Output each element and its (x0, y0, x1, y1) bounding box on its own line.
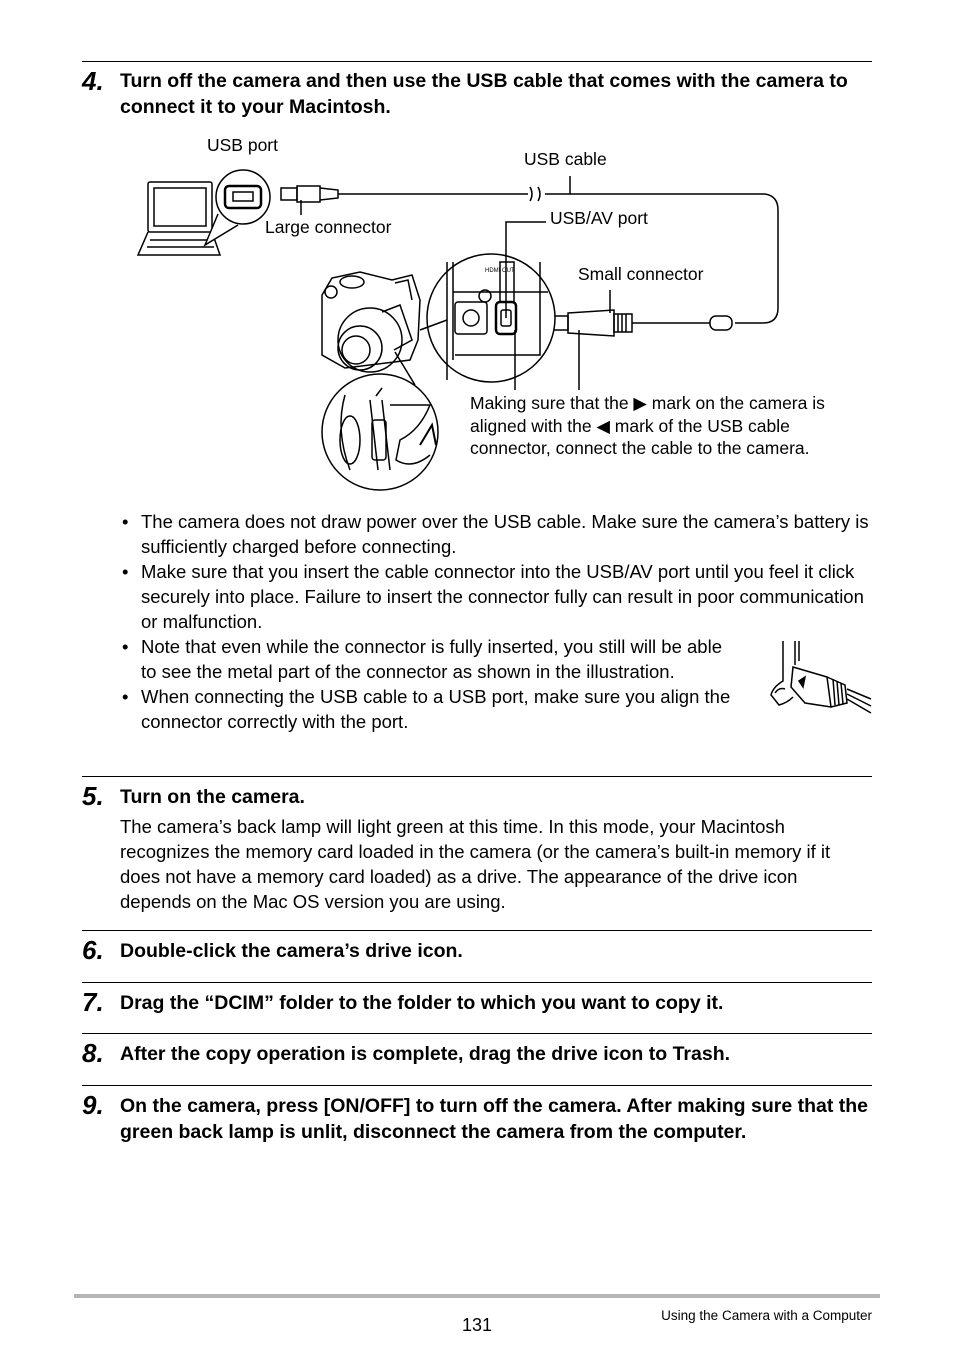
divider (82, 1033, 872, 1034)
divider (82, 930, 872, 931)
notes-list (120, 509, 872, 734)
step-7-number: 7. (82, 987, 104, 1017)
footer-section-title: Using the Camera with a Computer (661, 1308, 872, 1323)
step-8-title: After the copy operation is complete, drag the drive icon to Trash. (120, 1043, 731, 1065)
step-8-number: 8. (82, 1038, 104, 1068)
bullet-marker: • (122, 636, 129, 657)
step-6-title: Double-click the camera’s drive icon. (120, 940, 463, 962)
divider (82, 1085, 872, 1086)
step-5-title: Turn on the camera. (120, 786, 305, 808)
bullet-marker: • (122, 561, 129, 582)
list-item (120, 559, 872, 634)
step-6-number: 6. (82, 935, 104, 965)
usb-connector-icon (765, 637, 875, 722)
usb-cable-label: USB cable (524, 149, 607, 169)
step-5-number: 5. (82, 781, 104, 811)
bullet-text: The camera does not draw power over the USB cable. Make sure the camera’s battery is sufficiently charged before connecting. (141, 511, 869, 557)
step-4-title: Turn off the camera and then use the USB cable that comes with the camera to connect it to your Macintosh. (120, 70, 848, 118)
divider (82, 982, 872, 983)
large-connector-label: Large connector (265, 217, 392, 237)
connection-diagram (0, 0, 954, 500)
step-4-number: 4. (82, 66, 104, 96)
alignment-note: Making sure that the ▶ mark on the camera is aligned with the ◀ mark of the USB cable connector, connect the cable to the camera. (470, 393, 825, 458)
bullet-text: Note that even while the connector is fully inserted, you still will be able to see the metal part of the connector as shown in the illustration. (141, 636, 722, 682)
list-item (120, 684, 731, 734)
usb-port-label: USB port (207, 135, 278, 155)
small-connector-label: Small connector (578, 264, 704, 284)
usb-av-port-label: USB/AV port (550, 208, 648, 228)
step-9-title: On the camera, press [ON/OFF] to turn off the camera. After making sure that the green back lamp is unlit, disconnect the camera from the computer. (120, 1095, 868, 1143)
camera-icon (322, 272, 420, 372)
step-9-number: 9. (82, 1090, 104, 1120)
hdmi-text: HDMI OUT (485, 268, 515, 274)
bullet-text: Make sure that you insert the cable connector into the USB/AV port until you feel it click securely into place. Failure to insert the connector fully can result in poor communication or malfunction. (141, 561, 864, 632)
bullet-marker: • (122, 511, 129, 532)
list-item (120, 634, 731, 684)
bullet-marker: • (122, 686, 129, 707)
footer-rule (74, 1294, 880, 1298)
page-number: 131 (461, 1315, 493, 1335)
divider (82, 776, 872, 777)
bullet-text: When connecting the USB cable to a USB port, make sure you align the connector correctly with the port. (141, 686, 731, 732)
list-item (120, 509, 872, 559)
step-5-body: The camera’s back lamp will light green at this time. In this mode, your Macintosh recognizes the memory card loaded in the camera (or the camera’s built-in memory if it does not have a memory card loaded) as a drive. The appearance of the drive icon depends on the Mac OS version you are using. (120, 816, 831, 912)
step-7-title: Drag the “DCIM” folder to the folder to which you want to copy it. (120, 992, 724, 1014)
